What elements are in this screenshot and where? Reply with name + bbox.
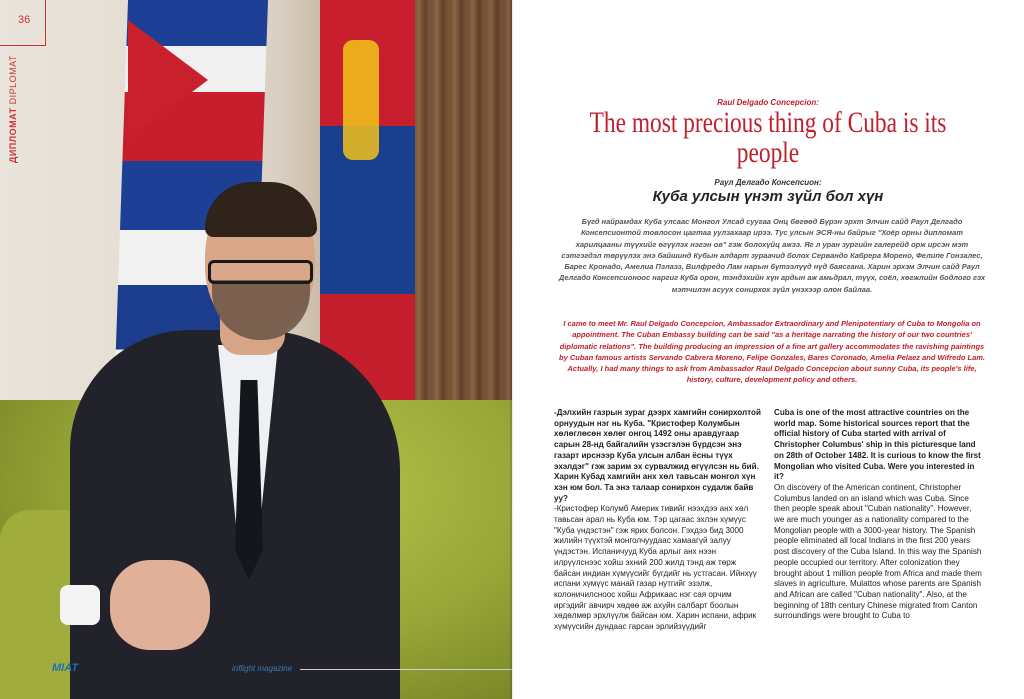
article-subname-mn: Раул Делгадо Консепсион: [714, 178, 822, 187]
question-en: Cuba is one of the most attractive countries on the world map. Some historical sources report that the official history of Cuba started with arrival of Christopher Columbus' ship in this picturesque land on 28th of October 1482. It is curious to know the first Mongolian who visited Cuba. Were you interested in it? [774, 408, 981, 482]
body-column-en [774, 408, 984, 622]
article-kicker: Raul Delgado Concepcion: [717, 98, 819, 107]
soyombo-emblem [343, 40, 379, 160]
right-page [512, 0, 1024, 699]
section-label [8, 55, 18, 163]
body-column-mn [554, 408, 764, 633]
shirt-cuff [60, 585, 100, 625]
footer-magazine-label: inflight magazine [232, 664, 293, 673]
intro-paragraph-mn: Бүгд найрамдах Куба улсаас Монгол Улсад суугаа Онц бөгөөд Бүрэн эрхт Элчин сайд Раул Делгадо Консепсионтой товлосон цагтаа уулзахаар ирээ. Тус улсын ЭСЯ-ны байрыг "Хоёр орны дипломат харилцааны түүхийг өгүүлэх нэгэн ов" гэж болохүйц ажээ. Яг л уран зургийн галерейд орж ирсэн мэт сэтгэгдэл төрүүлэх энэ байшинд Кубын алдарт зураачид болох Сервандо Кабрера Морено, Фелипе Гонзалес, Барес Кронадо, Амелиа Пэлаэз, Вилфредо Лам нарын бүтээлүүд нүд баясгана. Харин эрхэм Элчин сайд Раул Делгадо Консепсионоос наргиг Куба орон, тэндэхийн хүн ардын аж амьдрал, түүх, соёл, хөгжлийн бодлого гэх мэтчилэн асуух сонирхох зүйл үнэхээр олон байлаа. [558, 217, 986, 294]
answer-mn: -Кристофер Колумб Америк тивийг нээхдээ анх хөл тавьсан арал нь Куба юм. Тэр цагаас эхлэн хүмүүс "Куба үндэстэн" гэж ярих болсон. Гэхдээ бид 3000 жилийн түүхтэй монголчуудаас хамаагүй залуу үндэстэн. Испаничууд Куба арлыг анх нээн илрүүлснээс хойш эхний 200 жилд тэнд аж төрж байсан индиан хүмүүсийг бүгдийг нь устгасан. Ийнхүү испани хүмүүс манай газар нутгийг эзэлж, колоничилсноос хойш Африкаас нэг сая орчим иргэдийг авчирч хөдөө аж ахуйн салбарт боолын хөдөлмөр эрхлүүлж байсан юм. Харин испани, африк хүмүүсийн дундаас гарсан эрлийзүүдийг [554, 504, 757, 632]
section-label-mn: ДИПЛОМАТ [8, 107, 18, 164]
answer-en: On discovery of the American continent, Christopher Columbus landed on an island which was Cuba. Since then people speak about "Cuban nationality". However, we are much younger as a nationality compared to the Mongolian people with a 3000-year history. The Spanish people eliminated all local Indians in the first 200 years post discovery of the Cuba Island. In this way the Spanish people occupied our territory. After colonization they brought about 1 million people from Africa and made them slaves in agriculture. Mulattos whose parents are Spanish and African are called "Cuban nationality". Also, at the beginning of 18th century Chinese migrated from Canton surroundings were brought to Cuba to [774, 482, 982, 621]
miat-logo: MIAT [52, 662, 79, 674]
question-mn: -Дэлхийн газрын зураг дээрх хамгийн сонирхолтой орнуудын нэг нь Куба. "Кристофер Колумбын хөлөглөсөн хөлөг онгоц 1492 оны аравдугаар сарын 28-нд байгалийн үзэсгэлэн бүрдсэн энэ газарт ирснээр Куба улсын албан ёсны түүх эхэлдэг" гэж зарим эх сурвалжид өгүүлсэн нь бий. Харин Кубад хамгийн анх хөл тавьсан монгол хүн хэн юм бол. Та энэ талаар сонирхон судалж байв уу? [554, 408, 761, 503]
article-subtitle-mn: Куба улсын үнэт зүйл бол хүн [652, 188, 884, 205]
footer-divider [300, 669, 512, 670]
page-number: 36 [18, 14, 31, 26]
section-label-en: DIPLOMAT [8, 55, 18, 105]
intro-paragraph-en: I came to meet Mr. Raul Delgado Concepcion, Ambassador Extraordinary and Plenipotentiary of Cuba to Mongolia on appointment. The Cuban Embassy building can be said "as a heritage narrating the history of our two countries' diplomatic relations". The building producing an impression of a fine art gallery accommodates the ravishing paintings by Cuban famous artists Servando Cabrera Moreno, Felipe Gonzales, Bares Coronado, Amelia Pelaez and Wifredo Lam. Actually, I had many things to ask from Ambassador Raul Delgado Concepcion about sunny Cuba, its people's life, history, culture, development policy and others. [558, 319, 985, 385]
clasped-hands [110, 560, 210, 650]
glasses [208, 260, 313, 284]
page-gutter [510, 0, 514, 699]
article-title: The most precious thing of Cuba is its people [589, 106, 947, 169]
